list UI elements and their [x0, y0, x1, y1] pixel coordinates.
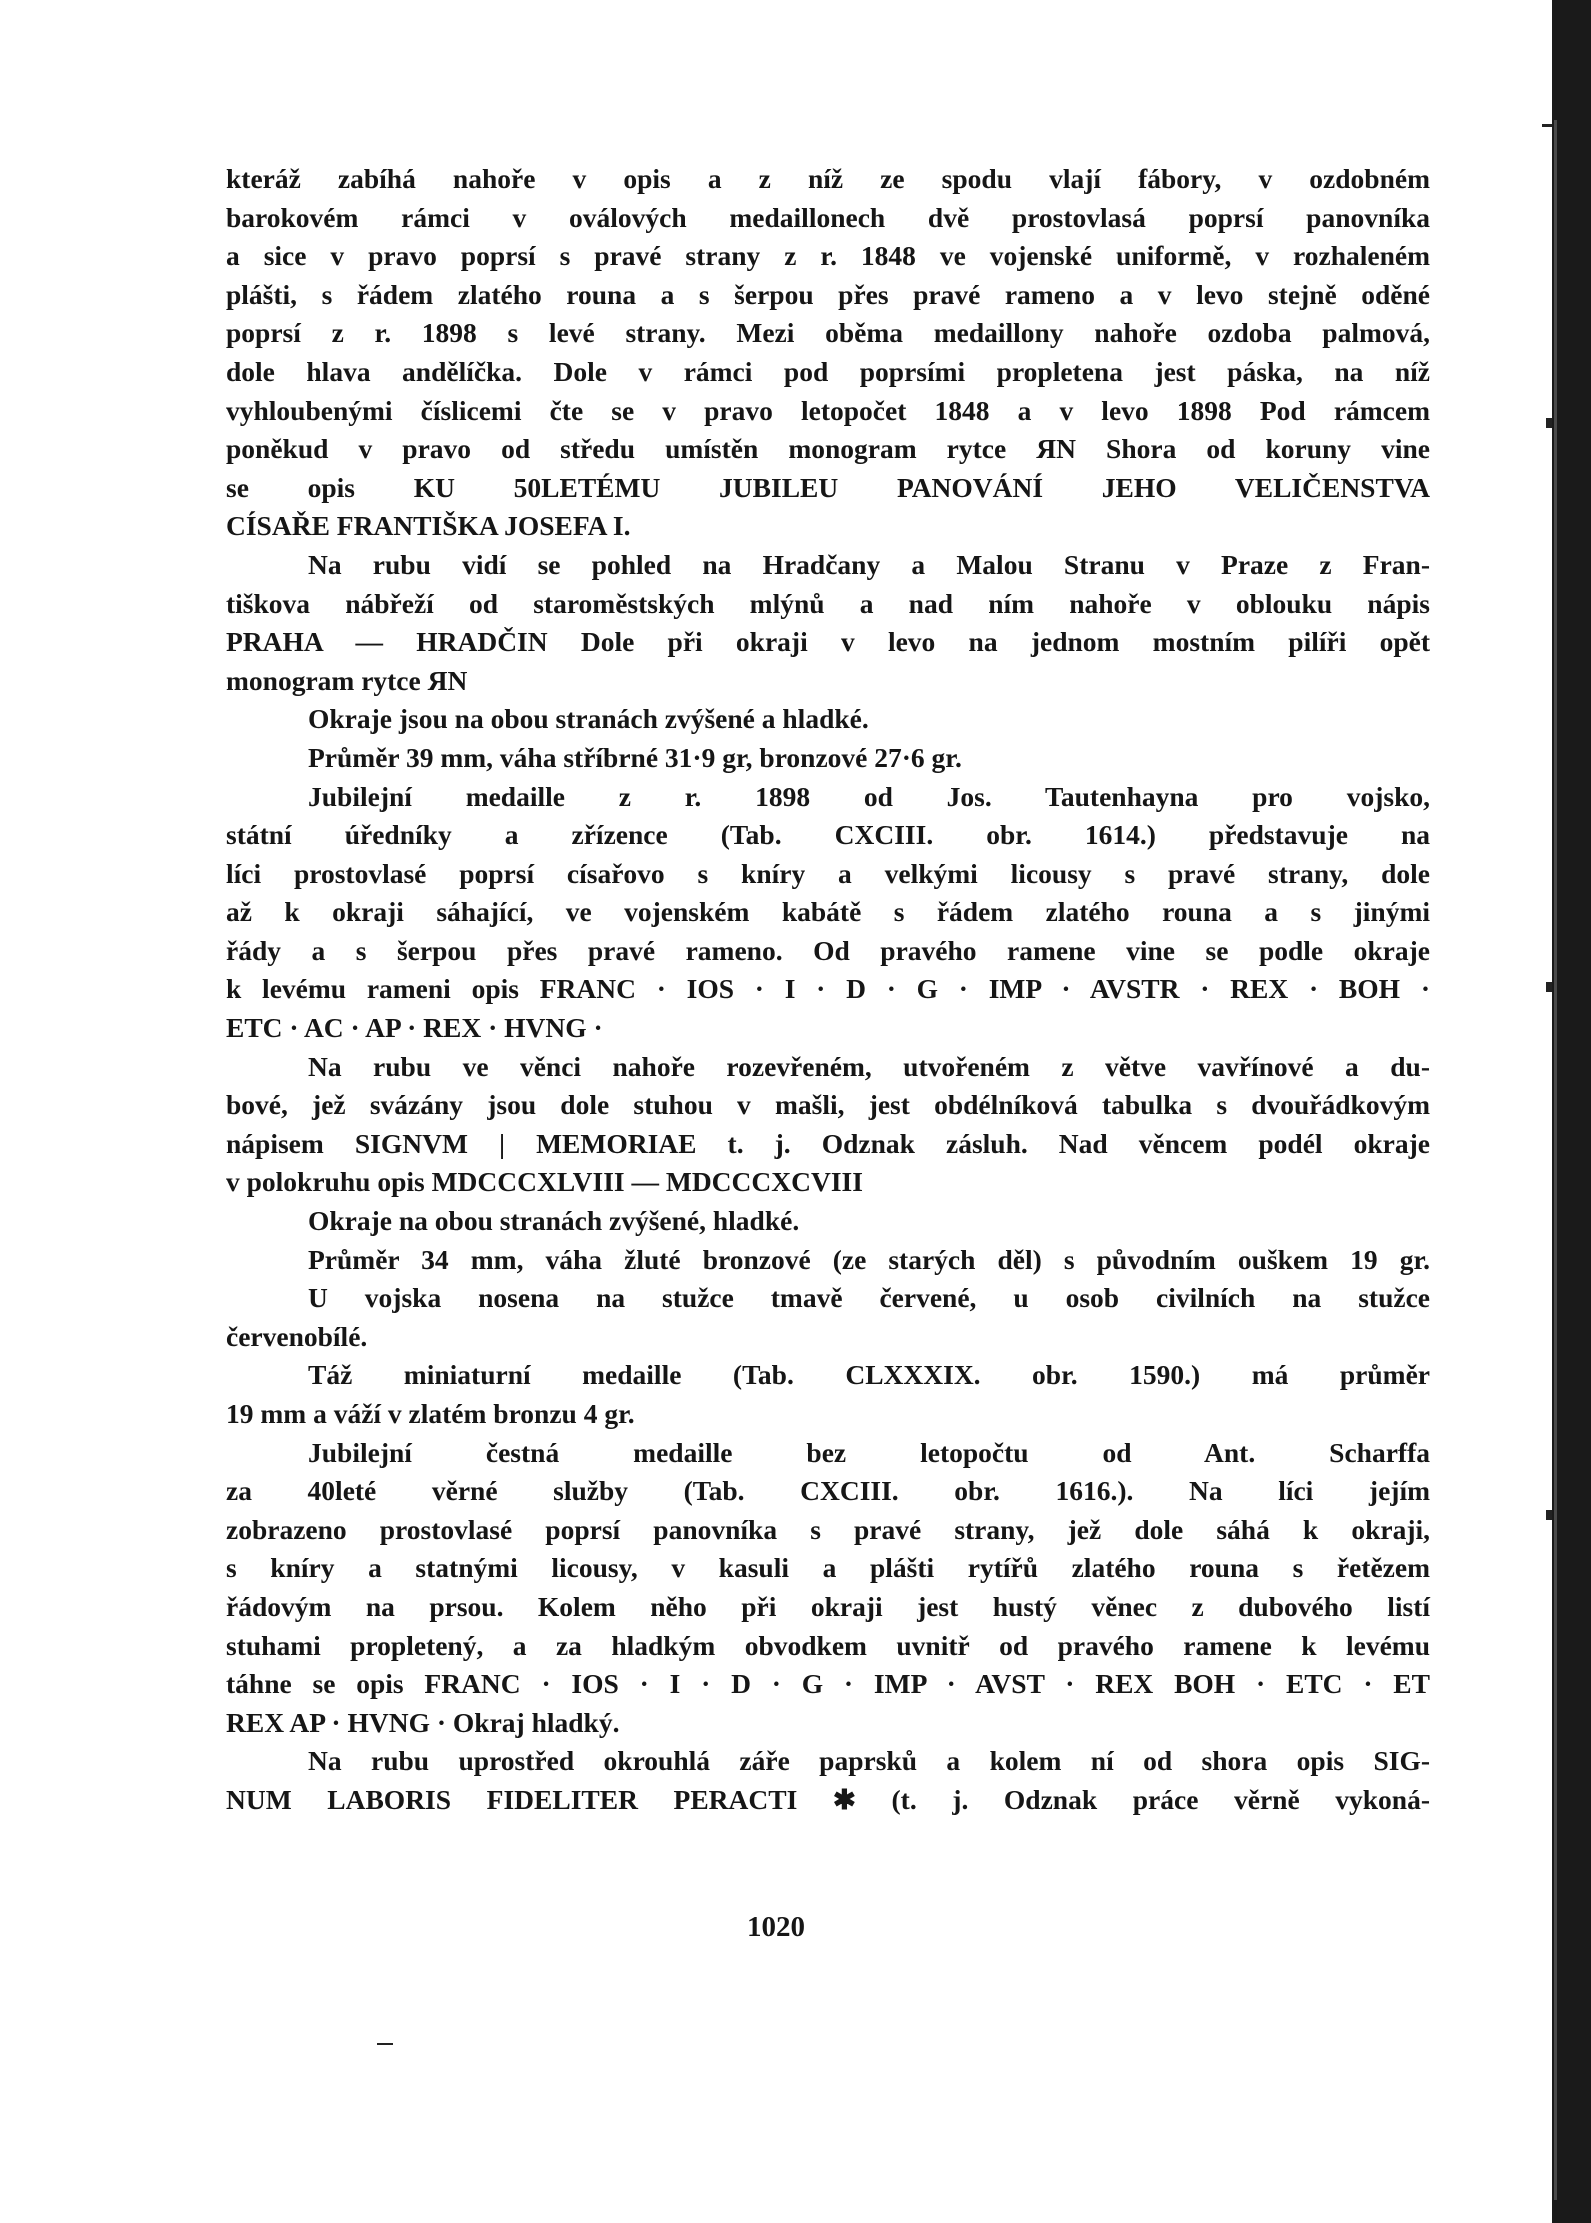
text-line: až k okraji sáhající, ve vojenském kabátě s řádem zlatého rouna a s jinými [226, 896, 1430, 928]
text-line: Průměr 39 mm, váha stříbrné 31·9 gr, bronzové 27·6 gr. [308, 741, 962, 773]
text-line: ETC · AC · AP · REX · HVNG · [226, 1012, 603, 1044]
text-line: nápisem SIGNVM | MEMORIAE t. j. Odznak zásluh. Nad věncem podél okraje [226, 1127, 1430, 1159]
scan-mark [377, 2043, 393, 2045]
text-line: k levému rameni opis FRANC · IOS · I · D · G · IMP · AVSTR · REX · BOH · [226, 973, 1430, 1005]
scan-mark [1542, 124, 1552, 127]
text-line: poněkud v pravo od středu umístěn monogram rytce ЯN Shora od koruny vine [226, 433, 1430, 465]
text-line: táhne se opis FRANC · IOS · I · D · G · IMP · AVST · REX BOH · ETC · ET [226, 1668, 1430, 1700]
text-line: Táž miniaturní medaille (Tab. CLXXXIX. obr. 1590.) má průměr [308, 1359, 1430, 1391]
page-number: 1020 [747, 1911, 805, 1943]
text-line: Na rubu vidí se pohled na Hradčany a Malou Stranu v Praze z Fran- [308, 548, 1430, 580]
text-line: monogram rytce ЯN [226, 664, 468, 696]
text-line: státní úředníky a zřízence (Tab. CXCIII. obr. 1614.) představuje na [226, 819, 1430, 851]
text-line: a sice v pravo poprsí s pravé strany z r. 1848 ve vojenské uniformě, v rozhaleném [226, 240, 1430, 272]
text-line: Průměr 34 mm, váha žluté bronzové (ze starých děl) s původním ouškem 19 gr. [308, 1243, 1430, 1275]
text-line: NUM LABORIS FIDELITER PERACTI ✱ (t. j. Odznak práce věrně vykoná- [226, 1783, 1430, 1815]
text-line: barokovém rámci v oválových medaillonech dvě prostovlasá poprsí panovníka [226, 201, 1430, 233]
text-line: tiškova nábřeží od staroměstských mlýnů a nad ním nahoře v oblouku nápis [226, 587, 1430, 619]
text-line: Na rubu ve věnci nahoře rozevřeném, utvořeném z větve vavřínové a du- [308, 1050, 1430, 1082]
text-line: kteráž zabíhá nahoře v opis a z níž ze spodu vlají fábory, v ozdobném [226, 163, 1430, 194]
text-line: poprsí z r. 1898 s levé strany. Mezi oběma medaillony nahoře ozdoba palmová, [226, 317, 1430, 349]
text-line: Jubilejní čestná medaille bez letopočtu od Ant. Scharffa [308, 1436, 1430, 1468]
text-line: CÍSAŘE FRANTIŠKA JOSEFA I. [226, 510, 631, 542]
text-line: řády a s šerpou přes pravé rameno. Od pravého ramene vine se podle okraje [226, 934, 1430, 966]
page-edge [1552, 0, 1591, 2223]
text-line: PRAHA — HRADČIN Dole při okraji v levo na jednom mostním pilíři opět [226, 626, 1430, 658]
text-line: REX AP · HVNG · Okraj hladký. [226, 1706, 620, 1738]
text-line: líci prostovlasé poprsí císařovo s kníry a velkými licousy s pravé strany, dole [226, 857, 1430, 889]
text-line: vyhloubenými číslicemi čte se v pravo letopočet 1848 a v levo 1898 Pod rámcem [226, 394, 1430, 426]
body-text [226, 160, 1430, 1820]
text-line: s kníry a statnými licousy, v kasuli a plášti rytířů zlatého rouna s řetězem [226, 1552, 1430, 1584]
text-line: U vojska nosena na stužce tmavě červené, u osob civilních na stužce [308, 1282, 1430, 1314]
text-line: Okraje na obou stranách zvýšené, hladké. [308, 1205, 800, 1237]
text-line: dole hlava andělíčka. Dole v rámci pod poprsími propletena jest páska, na níž [226, 355, 1430, 387]
text-line: v polokruhu opis MDCCCXLVIII — MDCCCXCVIII [226, 1166, 863, 1198]
text-line: se opis KU 50LETÉMU JUBILEU PANOVÁNÍ JEHO VELIČENSTVA [226, 471, 1430, 503]
text-line: 19 mm a váží v zlatém bronzu 4 gr. [226, 1398, 635, 1429]
text-line: řádovým na prsou. Kolem něho při okraji jest hustý věnec z dubového listí [226, 1590, 1430, 1622]
text-line: plášti, s řádem zlatého rouna a s šerpou přes pravé rameno a v levo stejně oděné [226, 278, 1430, 310]
text-line: červenobílé. [226, 1320, 368, 1352]
text-line: Jubilejní medaille z r. 1898 od Jos. Tautenhayna pro vojsko, [308, 780, 1430, 812]
text-line: Okraje jsou na obou stranách zvýšené a hladké. [308, 703, 869, 735]
text-line: Na rubu uprostřed okrouhlá záře paprsků a kolem ní od shora opis SIG- [308, 1745, 1430, 1777]
page-edge-line [1554, 120, 1557, 2200]
text-line: zobrazeno prostovlasé poprsí panovníka s pravé strany, jež dole sáhá k okraji, [226, 1513, 1430, 1545]
text-line: bové, jež svázány jsou dole stuhou v mašli, jest obdélníková tabulka s dvouřádkovým [226, 1089, 1430, 1121]
text-line: za 40leté věrné služby (Tab. CXCIII. obr. 1616.). Na líci jejím [226, 1475, 1430, 1507]
text-line: stuhami propletený, a za hladkým obvodkem uvnitř od pravého ramene k levému [226, 1629, 1430, 1661]
